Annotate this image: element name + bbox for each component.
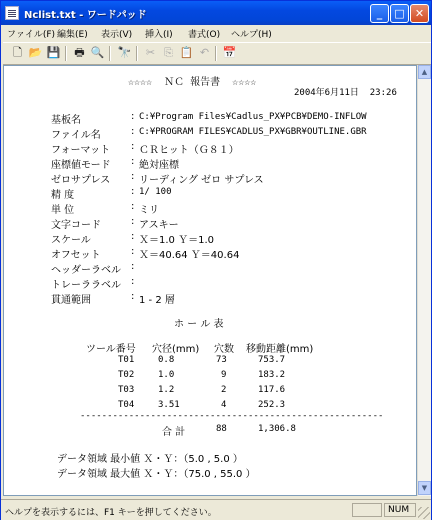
field-value: ミリ (139, 205, 159, 216)
field-label: 基板名 (51, 115, 81, 126)
hole-table-title: ホ ー ル 表 (174, 319, 224, 330)
status-bar (1, 499, 431, 520)
column-header: 移動距離(mm) (246, 344, 314, 355)
scroll-down-icon[interactable]: ▼ (418, 481, 431, 495)
report-heading: ☆☆☆☆ ＮＣ 報告書 ☆☆☆☆ (128, 77, 257, 88)
field-value: ＣＲヒット（Ｇ８１） (139, 145, 239, 156)
field-value: 1 - 2 層 (139, 295, 175, 306)
toolbar (3, 42, 431, 65)
field-colon: : (131, 186, 135, 197)
field-colon: : (131, 156, 135, 167)
undo-icon[interactable]: ↶ (199, 46, 210, 59)
field-value: 1/ 100 (139, 187, 172, 197)
column-header: 穴径(mm) (152, 344, 200, 355)
data-area-min: データ領域 最小値 Ｘ・Ｙ：（5.0 , 5.0 ） (57, 454, 243, 465)
field-label: 貫通範囲 (51, 295, 91, 306)
table-cell: T04 (118, 400, 135, 410)
toolbar-separator (109, 46, 111, 61)
table-cell: 1.2 (158, 385, 175, 395)
menu-file[interactable]: ファイル(F) (7, 30, 56, 40)
field-value: Ｘ＝40.64 Ｙ＝40.64 (139, 250, 240, 261)
new-icon[interactable]: 🗋 (13, 46, 22, 59)
total-label: 合 計 (162, 427, 186, 438)
column-header: ツール番号 (86, 344, 136, 355)
cut-icon[interactable]: ✂ (145, 46, 156, 59)
close-button[interactable]: ✕ (410, 4, 429, 23)
menu-format[interactable]: 書式(O) (188, 30, 221, 40)
copy-icon[interactable]: ⎘ (164, 46, 173, 59)
total-count: 88 (216, 424, 227, 434)
field-colon: : (131, 231, 135, 242)
toolbar-separator (215, 46, 217, 61)
field-value: アスキー (139, 220, 179, 231)
table-cell: 73 (216, 355, 227, 365)
status-help-text: ヘルプを表示するには、F1 キーを押してください。 (5, 508, 217, 518)
field-colon: : (131, 261, 135, 272)
menu-edit[interactable]: 編集(E) (57, 30, 88, 40)
toolbar-separator (136, 46, 138, 61)
field-label: 精 度 (51, 190, 75, 201)
field-value: 絶対座標 (139, 160, 179, 171)
field-colon: : (131, 216, 135, 227)
field-label: 単 位 (51, 205, 75, 216)
field-label: トレーララベル (51, 280, 121, 291)
field-value: C:¥PROGRAM FILES¥CADLUS_PX¥GBR¥OUTLINE.GBR (139, 127, 367, 137)
save-icon[interactable]: 💾 (46, 46, 61, 59)
minimize-button[interactable]: _ (370, 4, 389, 23)
title-bar[interactable] (1, 1, 431, 25)
table-cell: 1.0 (158, 370, 175, 380)
resize-grip-icon[interactable] (418, 507, 430, 519)
date-time-icon[interactable]: 📅 (222, 46, 237, 59)
field-colon: : (131, 171, 135, 182)
field-label: オフセット (51, 250, 101, 261)
table-cell: T02 (118, 370, 135, 380)
menu-view[interactable]: 表示(V) (101, 30, 133, 40)
column-header: 穴数 (214, 344, 234, 355)
report-datetime: 2004年6月11日 23:26 (294, 88, 397, 98)
field-label: ゼロサプレス (51, 175, 111, 186)
data-area-max: データ領域 最大値 Ｘ・Ｙ：（75.0 , 55.0 ） (57, 469, 256, 480)
window-title: Nclist.txt - ワードパッド (24, 10, 147, 21)
table-cell: 4 (221, 400, 227, 410)
table-cell: 117.6 (258, 385, 286, 395)
field-value: リーディング ゼロ サプレス (139, 175, 264, 186)
table-cell: 3.51 (158, 400, 180, 410)
field-colon: : (131, 126, 135, 137)
table-cell: 753.7 (258, 355, 286, 365)
open-icon[interactable]: 📂 (28, 46, 43, 59)
field-label: スケール (51, 235, 91, 246)
table-rule: -------------------------------------------------------- (80, 411, 384, 421)
field-colon: : (131, 201, 135, 212)
table-cell: T03 (118, 385, 135, 395)
table-cell: 9 (221, 370, 227, 380)
document-area[interactable] (3, 65, 417, 496)
print-icon[interactable]: 🖶 (74, 46, 85, 59)
maximize-button[interactable]: □ (390, 4, 409, 23)
table-cell: T01 (118, 355, 135, 365)
field-label: 座標値モード (51, 160, 111, 171)
field-colon: : (131, 291, 135, 302)
find-icon[interactable]: 🔭 (117, 46, 132, 59)
status-num: NUM (384, 503, 416, 517)
vertical-scrollbar[interactable] (417, 65, 431, 496)
scroll-up-icon[interactable]: ▲ (418, 65, 431, 79)
table-cell: 2 (221, 385, 227, 395)
field-colon: : (131, 111, 135, 122)
field-label: ファイル名 (51, 130, 101, 141)
field-colon: : (131, 276, 135, 287)
print-preview-icon[interactable]: 🔍 (90, 46, 105, 59)
table-cell: 252.3 (258, 400, 286, 410)
menu-insert[interactable]: 挿入(I) (145, 30, 173, 40)
field-label: フォーマット (51, 145, 111, 156)
paste-icon[interactable]: 📋 (179, 46, 194, 59)
field-colon: : (131, 141, 135, 152)
table-cell: 0.8 (158, 355, 175, 365)
field-colon: : (131, 246, 135, 257)
table-cell: 183.2 (258, 370, 286, 380)
menu-bar (1, 25, 431, 41)
field-label: 文字コード (51, 220, 101, 231)
menu-help[interactable]: ヘルプ(H) (231, 30, 272, 40)
total-distance: 1,306.8 (258, 424, 296, 434)
field-value: Ｘ＝1.0 Ｙ＝1.0 (139, 235, 214, 246)
toolbar-separator (65, 46, 67, 61)
wordpad-app-icon[interactable] (5, 6, 19, 20)
field-label: ヘッダーラベル (51, 265, 121, 276)
status-cell-empty (352, 503, 382, 517)
field-value: C:¥Program Files¥Cadlus_PX¥PCB¥DEMO-INFLOW (139, 112, 367, 122)
